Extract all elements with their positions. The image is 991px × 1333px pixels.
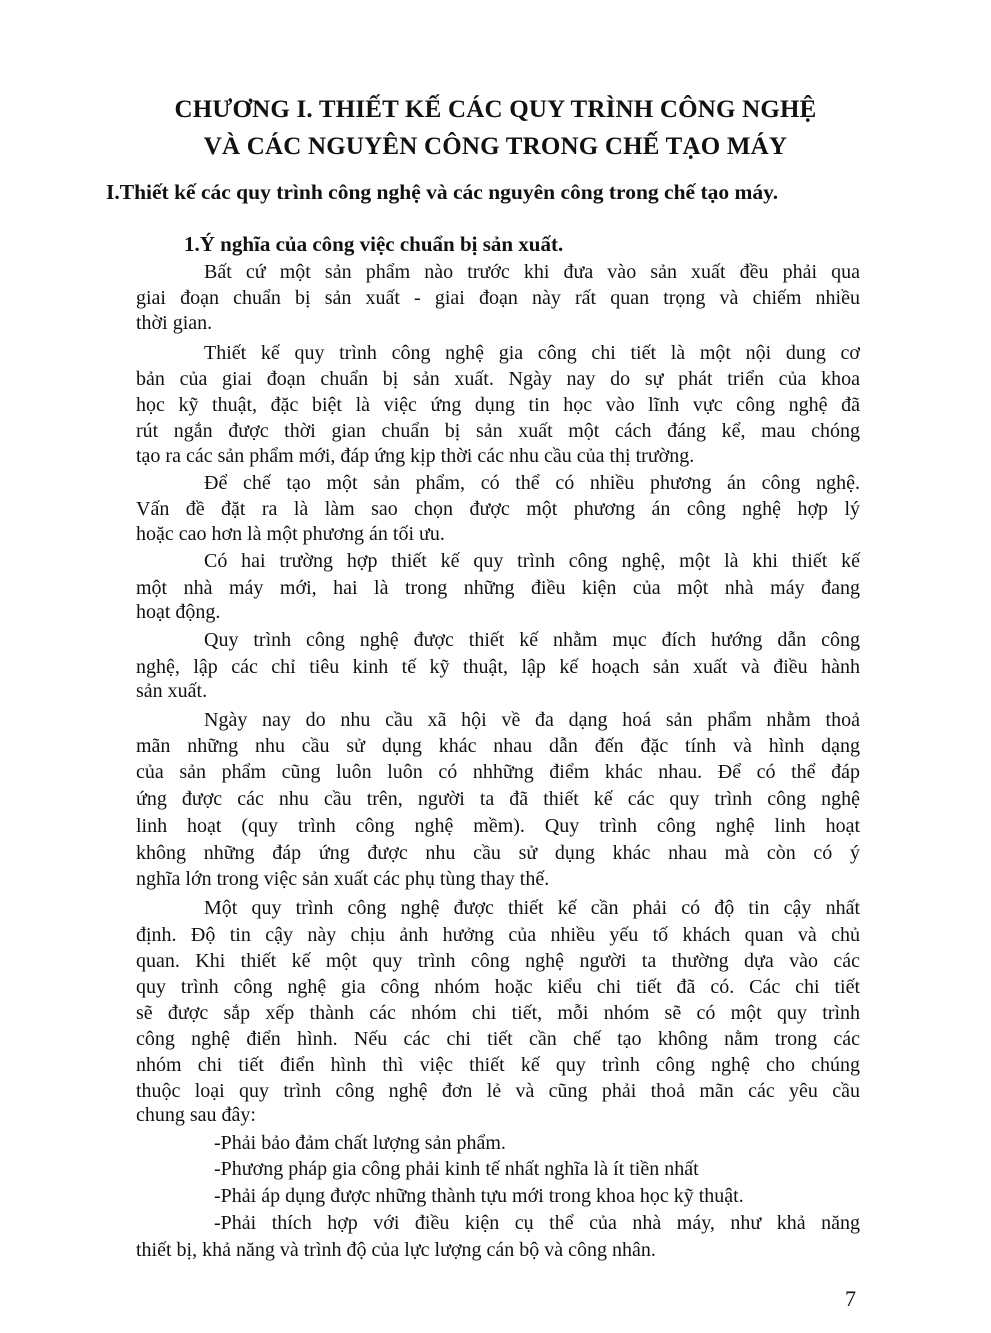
body-line: hoặc cao hơn là một phương án tối ưu. — [136, 523, 445, 545]
body-line: bản của giai đoạn chuẩn bị sản xuất. Ngày nay do sự phát triển của khoa — [136, 368, 860, 390]
body-line: quan. Khi thiết kế một quy trình công nghệ người ta thường dựa vào các — [136, 950, 860, 972]
body-line: ứng được các nhu cầu trên, người ta đã thiết kế các quy trình công nghệ — [136, 788, 860, 810]
body-line: học kỹ thuật, đặc biệt là việc ứng dụng tin học vào lĩnh vực công nghệ đã — [136, 394, 860, 416]
body-line: linh hoạt (quy trình công nghệ mềm). Quy trình công nghệ linh hoạt — [136, 815, 860, 837]
body-line: thời gian. — [136, 312, 213, 334]
requirement-item: -Phải áp dụng được những thành tựu mới trong khoa học kỹ thuật. — [214, 1185, 744, 1207]
section-heading: I.Thiết kế các quy trình công nghệ và các nguyên công trong chế tạo máy. — [106, 180, 779, 204]
subsection-heading: 1.Ý nghĩa của công việc chuẩn bị sản xuất. — [184, 232, 564, 256]
body-line: nghệ, lập các chỉ tiêu kinh tế kỹ thuật, lập kế hoạch sản xuất và điều hành — [136, 656, 860, 678]
body-line: rút ngắn được thời gian chuẩn bị sản xuất một cách đáng kể, mau chóng — [136, 420, 860, 442]
body-line: quy trình công nghệ gia công nhóm hoặc kiểu chi tiết đã có. Các chi tiết — [136, 976, 860, 998]
body-line: Có hai trường hợp thiết kế quy trình công nghệ, một là khi thiết kế — [204, 550, 860, 572]
body-line: không những đáp ứng được nhu cầu sử dụng khác nhau mà còn có ý — [136, 842, 860, 864]
body-line: thuộc loại quy trình công nghệ đơn lẻ và cũng phải thoả mãn các yêu cầu — [136, 1080, 860, 1102]
body-line: Thiết kế quy trình công nghệ gia công chi tiết là một nội dung cơ — [204, 342, 860, 364]
body-line: định. Độ tin cậy này chịu ảnh hưởng của nhiều yếu tố khách quan và chủ — [136, 924, 860, 946]
body-line: chung sau đây: — [136, 1104, 256, 1126]
body-line: của sản phẩm cũng luôn luôn có nhhững điểm khác nhau. Để có thể đáp — [136, 761, 860, 783]
body-line: hoạt động. — [136, 601, 221, 623]
requirement-item: -Phương pháp gia công phải kinh tế nhất nghĩa là ít tiền nhất — [214, 1158, 699, 1180]
body-line: sản xuất. — [136, 680, 208, 702]
body-line: sẽ được sắp xếp thành các nhóm chi tiết, mỗi nhóm sẽ có một quy trình — [136, 1002, 860, 1024]
body-line: nhóm chi tiết điển hình thì việc thiết kế quy trình công nghệ cho chúng — [136, 1054, 860, 1076]
body-line: công nghệ điển hình. Nếu các chi tiết cần chế tạo không nằm trong các — [136, 1028, 860, 1050]
page-number: 7 — [845, 1286, 856, 1311]
body-line: Ngày nay do nhu cầu xã hội về đa dạng hoá sản phẩm nhằm thoả — [204, 709, 860, 731]
body-line: Một quy trình công nghệ được thiết kế cần phải có độ tin cậy nhất — [204, 897, 860, 919]
body-line: giai đoạn chuẩn bị sản xuất - giai đoạn này rất quan trọng và chiếm nhiều — [136, 287, 860, 309]
body-line: nghĩa lớn trong việc sản xuất các phụ tùng thay thế. — [136, 868, 550, 890]
body-line: Vấn đề đặt ra là làm sao chọn được một phương án công nghệ hợp lý — [136, 498, 860, 520]
body-line: một nhà máy mới, hai là trong những điều kiện của một nhà máy đang — [136, 577, 860, 599]
body-line: tạo ra các sản phẩm mới, đáp ứng kịp thời các nhu cầu của thị trường. — [136, 445, 695, 467]
requirement-item: -Phải bảo đảm chất lượng sản phẩm. — [214, 1132, 506, 1154]
body-line: Bất cứ một sản phẩm nào trước khi đưa vào sản xuất đều phải qua — [204, 261, 860, 283]
chapter-title-line-2: VÀ CÁC NGUYÊN CÔNG TRONG CHẾ TẠO MÁY — [203, 133, 788, 160]
body-line: Để chế tạo một sản phẩm, có thể có nhiều phương án công nghệ. — [204, 472, 860, 494]
requirement-item: -Phải thích hợp với điều kiện cụ thể của nhà máy, như khả năng — [214, 1212, 860, 1234]
body-line: Quy trình công nghệ được thiết kế nhằm mục đích hướng dẫn công — [204, 629, 860, 651]
body-line: mãn những nhu cầu sử dụng khác nhau dẫn đến đặc tính và hình dạng — [136, 735, 860, 757]
body-line: thiết bị, khả năng và trình độ của lực lượng cán bộ và công nhân. — [136, 1239, 656, 1261]
chapter-title-line-1: CHƯƠNG I. THIẾT KẾ CÁC QUY TRÌNH CÔNG NGHỆ — [174, 96, 817, 123]
